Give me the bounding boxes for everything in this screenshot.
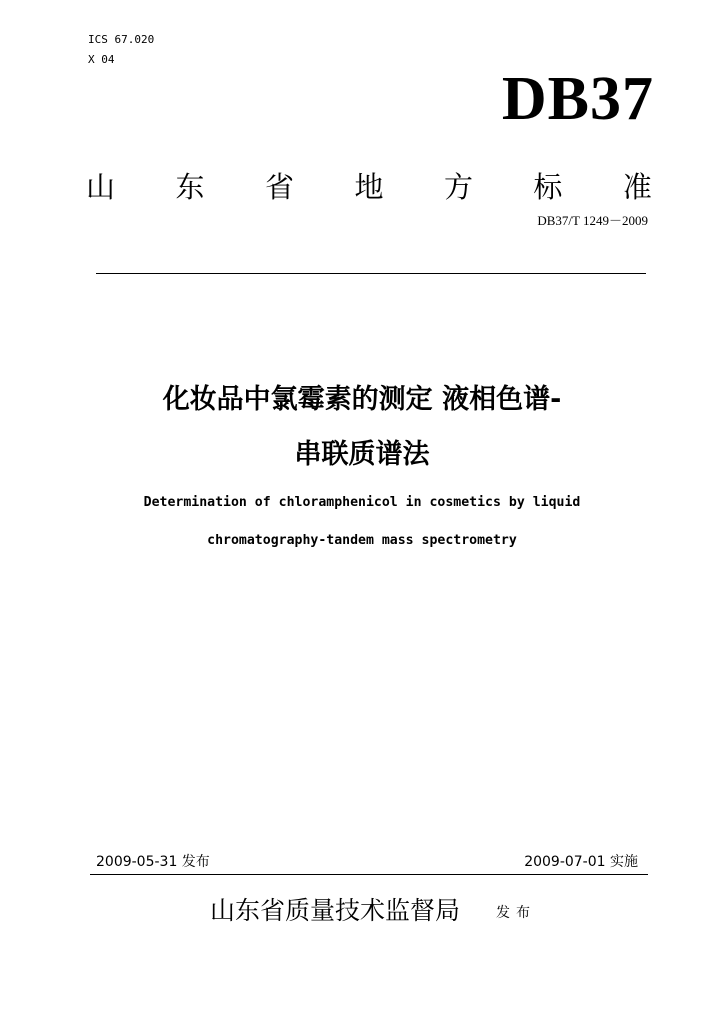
standard-type-char: 省 <box>264 170 294 204</box>
chinese-title-line-2: 串联质谱法 <box>294 439 430 470</box>
standard-type-char: 方 <box>443 170 473 204</box>
standard-type-char: 地 <box>354 170 384 204</box>
chinese-title-line-1: 化妆品中氯霉素的测定 液相色谱- <box>162 384 562 415</box>
implement-date: 2009-07-01 实施 <box>524 854 638 870</box>
standard-type-heading <box>86 170 652 204</box>
english-title-line-1: Determination of chloramphenicol in cosmetics by liquid <box>143 495 581 510</box>
db37-logo: DB37 <box>501 65 654 133</box>
standard-type-char: 标 <box>533 170 563 204</box>
classification-code: X 04 <box>88 53 115 66</box>
standard-number: DB37/T 1249－2009 <box>537 213 648 228</box>
english-title-line-2: chromatography-tandem mass spectrometry <box>207 533 517 548</box>
ics-code: ICS 67.020 <box>88 33 155 46</box>
publish-date: 2009-05-31 发布 <box>96 854 210 870</box>
header-divider <box>96 273 646 274</box>
footer-divider <box>90 874 648 875</box>
standard-type-char: 山 <box>86 170 116 204</box>
issue-word: 发布 <box>496 905 536 921</box>
issuing-authority: 山东省质量技术监督局 <box>210 896 461 925</box>
standard-type-char: 准 <box>622 170 652 204</box>
standard-type-char: 东 <box>175 170 205 204</box>
